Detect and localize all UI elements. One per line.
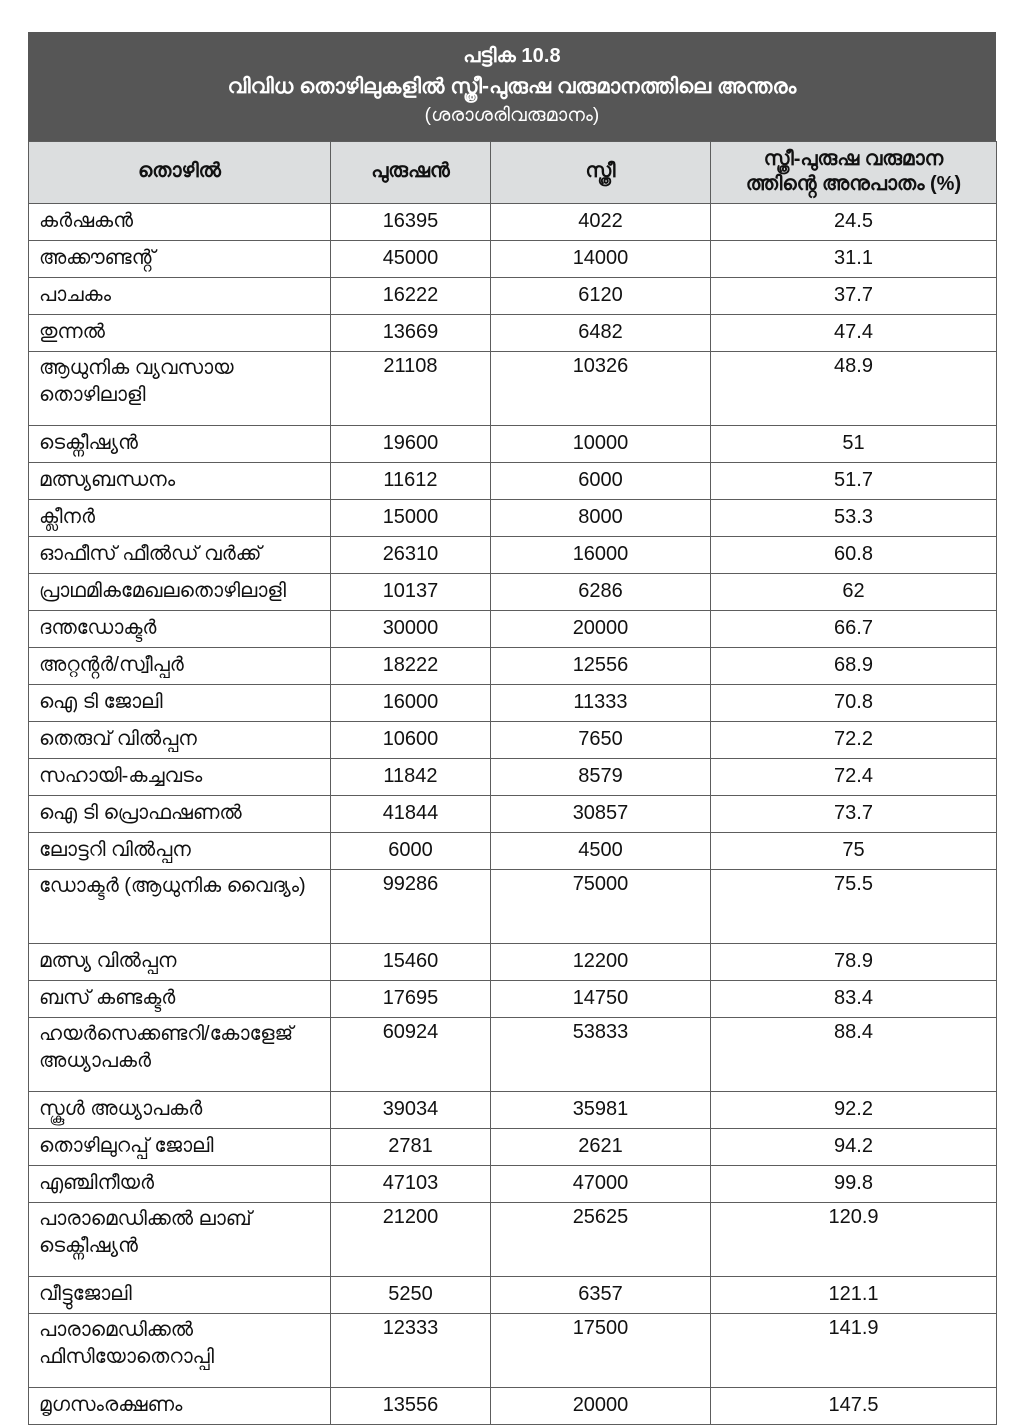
cell-male-income: 19600 [331, 425, 491, 462]
cell-female-income: 6000 [491, 462, 711, 499]
cell-male-income: 10600 [331, 721, 491, 758]
cell-female-income: 4022 [491, 203, 711, 240]
cell-female-income: 6482 [491, 314, 711, 351]
cell-ratio-percent: 24.5 [711, 203, 997, 240]
table-row [29, 277, 997, 314]
cell-male-income: 16395 [331, 203, 491, 240]
cell-male-income: 21200 [331, 1202, 491, 1276]
cell-occupation: തുന്നൽ [29, 314, 331, 351]
cell-male-income: 11842 [331, 758, 491, 795]
cell-female-income: 17500 [491, 1313, 711, 1387]
cell-occupation: അറ്റൻ്റർ/സ്വീപ്പർ [29, 647, 331, 684]
cell-ratio-percent: 121.1 [711, 1276, 997, 1313]
table-row [29, 610, 997, 647]
cell-occupation: ടെക്നീഷ്യൻ [29, 425, 331, 462]
table-head [29, 141, 997, 203]
cell-ratio-percent: 51 [711, 425, 997, 462]
cell-ratio-percent: 47.4 [711, 314, 997, 351]
cell-ratio-percent: 141.9 [711, 1313, 997, 1387]
table-row [29, 647, 997, 684]
table-row [29, 203, 997, 240]
cell-male-income: 47103 [331, 1165, 491, 1202]
cell-ratio-percent: 73.7 [711, 795, 997, 832]
cell-ratio-percent: 31.1 [711, 240, 997, 277]
cell-male-income: 30000 [331, 610, 491, 647]
table-row [29, 1202, 997, 1276]
table-row [29, 573, 997, 610]
table-container [28, 32, 996, 1425]
cell-occupation: ഓഫീസ് ഫീൽഡ് വർക്ക് [29, 536, 331, 573]
cell-occupation: ദന്തഡോക്ടർ [29, 610, 331, 647]
cell-occupation: ഐ ടി പ്രൊഫഷണൽ [29, 795, 331, 832]
table-row [29, 499, 997, 536]
cell-occupation: പാരാമെഡിക്കൽ ലാബ് ടെക്നീഷ്യൻ [29, 1202, 331, 1276]
cell-occupation: ബസ് കണ്ടക്ടർ [29, 980, 331, 1017]
column-header-ratio [711, 141, 997, 203]
cell-ratio-percent: 62 [711, 573, 997, 610]
cell-occupation: മത്സ്യ വിൽപ്പന [29, 943, 331, 980]
column-header-female: സ്ത്രീ [491, 141, 711, 203]
cell-occupation: അക്കൗണ്ടൻ്റ് [29, 240, 331, 277]
cell-male-income: 15460 [331, 943, 491, 980]
table-row [29, 1128, 997, 1165]
cell-female-income: 14000 [491, 240, 711, 277]
cell-ratio-percent: 37.7 [711, 277, 997, 314]
cell-male-income: 2781 [331, 1128, 491, 1165]
cell-occupation: എഞ്ചിനീയർ [29, 1165, 331, 1202]
cell-male-income: 39034 [331, 1091, 491, 1128]
cell-occupation: തൊഴിലുറപ്പ് ജോലി [29, 1128, 331, 1165]
cell-occupation: ഡോക്ടർ (ആധുനിക വൈദ്യം) [29, 869, 331, 943]
cell-ratio-percent: 75.5 [711, 869, 997, 943]
cell-ratio-percent: 75 [711, 832, 997, 869]
header-row [29, 141, 997, 203]
column-header-occupation: തൊഴിൽ [29, 141, 331, 203]
cell-male-income: 5250 [331, 1276, 491, 1313]
cell-ratio-percent: 66.7 [711, 610, 997, 647]
table-row [29, 240, 997, 277]
cell-female-income: 16000 [491, 536, 711, 573]
cell-female-income: 4500 [491, 832, 711, 869]
cell-female-income: 11333 [491, 684, 711, 721]
cell-male-income: 15000 [331, 499, 491, 536]
cell-occupation: ലോട്ടറി വിൽപ്പന [29, 832, 331, 869]
table-title: വിവിധ തൊഴിലുകളിൽ സ്ത്രീ-പുരുഷ വരുമാനത്തിലെ അന്തരം [227, 74, 797, 98]
cell-ratio-percent: 48.9 [711, 351, 997, 425]
cell-male-income: 21108 [331, 351, 491, 425]
table-row [29, 314, 997, 351]
table-row [29, 462, 997, 499]
cell-male-income: 18222 [331, 647, 491, 684]
cell-male-income: 17695 [331, 980, 491, 1017]
table-row [29, 684, 997, 721]
cell-ratio-percent: 147.5 [711, 1387, 997, 1424]
cell-female-income: 75000 [491, 869, 711, 943]
table-row [29, 425, 997, 462]
table-title-banner [28, 32, 996, 141]
cell-male-income: 12333 [331, 1313, 491, 1387]
cell-ratio-percent: 68.9 [711, 647, 997, 684]
cell-occupation: സ്കൂൾ അധ്യാപകർ [29, 1091, 331, 1128]
cell-ratio-percent: 88.4 [711, 1017, 997, 1091]
table-row [29, 980, 997, 1017]
column-header-ratio-line2: ത്തിൻ്റെ അനുപാതം (%) [745, 173, 962, 196]
cell-female-income: 7650 [491, 721, 711, 758]
cell-ratio-percent: 83.4 [711, 980, 997, 1017]
cell-occupation: ഐ ടി ജോലി [29, 684, 331, 721]
cell-female-income: 10000 [491, 425, 711, 462]
cell-male-income: 13669 [331, 314, 491, 351]
table-row [29, 943, 997, 980]
cell-male-income: 45000 [331, 240, 491, 277]
cell-male-income: 16000 [331, 684, 491, 721]
cell-ratio-percent: 72.4 [711, 758, 997, 795]
cell-female-income: 2621 [491, 1128, 711, 1165]
cell-male-income: 10137 [331, 573, 491, 610]
cell-female-income: 8000 [491, 499, 711, 536]
cell-occupation: പാചകം [29, 277, 331, 314]
cell-occupation: തെരുവ് വിൽപ്പന [29, 721, 331, 758]
table-row [29, 758, 997, 795]
cell-female-income: 6357 [491, 1276, 711, 1313]
cell-female-income: 10326 [491, 351, 711, 425]
cell-female-income: 25625 [491, 1202, 711, 1276]
cell-ratio-percent: 94.2 [711, 1128, 997, 1165]
cell-occupation: പാരാമെഡിക്കൽ ഫിസിയോതെറാപ്പി [29, 1313, 331, 1387]
cell-occupation: മൃഗസംരക്ഷണം [29, 1387, 331, 1424]
cell-female-income: 35981 [491, 1091, 711, 1128]
cell-occupation: സഹായി-കച്ചവടം [29, 758, 331, 795]
cell-ratio-percent: 60.8 [711, 536, 997, 573]
table-row [29, 536, 997, 573]
table-row [29, 1276, 997, 1313]
income-gap-table [28, 141, 997, 1425]
cell-occupation: ആധുനിക വ്യവസായ തൊഴിലാളി [29, 351, 331, 425]
table-subtitle: (ശരാശരിവരുമാനം) [424, 104, 600, 126]
cell-ratio-percent: 92.2 [711, 1091, 997, 1128]
cell-male-income: 6000 [331, 832, 491, 869]
cell-male-income: 11612 [331, 462, 491, 499]
column-header-ratio-line1: സ്ത്രീ-പുരുഷ വരുമാന [763, 147, 944, 170]
cell-female-income: 6286 [491, 573, 711, 610]
cell-occupation: പ്രാഥമികമേഖലതൊഴിലാളി [29, 573, 331, 610]
cell-occupation: വീട്ടുജോലി [29, 1276, 331, 1313]
cell-ratio-percent: 70.8 [711, 684, 997, 721]
cell-ratio-percent: 99.8 [711, 1165, 997, 1202]
cell-male-income: 41844 [331, 795, 491, 832]
cell-female-income: 20000 [491, 610, 711, 647]
table-row [29, 869, 997, 943]
cell-female-income: 12556 [491, 647, 711, 684]
table-row [29, 832, 997, 869]
cell-female-income: 6120 [491, 277, 711, 314]
table-row [29, 721, 997, 758]
table-row [29, 1165, 997, 1202]
table-body [29, 203, 997, 1424]
cell-occupation: കർഷകൻ [29, 203, 331, 240]
cell-ratio-percent: 120.9 [711, 1202, 997, 1276]
cell-male-income: 16222 [331, 277, 491, 314]
cell-male-income: 26310 [331, 536, 491, 573]
cell-male-income: 13556 [331, 1387, 491, 1424]
column-header-male: പുരുഷൻ [331, 141, 491, 203]
table-number: പട്ടിക 10.8 [463, 45, 561, 67]
table-row [29, 795, 997, 832]
cell-male-income: 99286 [331, 869, 491, 943]
cell-ratio-percent: 72.2 [711, 721, 997, 758]
cell-occupation: ഹയർസെക്കണ്ടറി/കോളേജ് അധ്യാപകർ [29, 1017, 331, 1091]
cell-female-income: 12200 [491, 943, 711, 980]
cell-female-income: 30857 [491, 795, 711, 832]
cell-female-income: 14750 [491, 980, 711, 1017]
table-row [29, 1313, 997, 1387]
cell-female-income: 8579 [491, 758, 711, 795]
cell-female-income: 20000 [491, 1387, 711, 1424]
cell-female-income: 47000 [491, 1165, 711, 1202]
cell-occupation: ക്ലീനർ [29, 499, 331, 536]
cell-occupation: മത്സ്യബന്ധനം [29, 462, 331, 499]
cell-ratio-percent: 78.9 [711, 943, 997, 980]
table-row [29, 1091, 997, 1128]
cell-male-income: 60924 [331, 1017, 491, 1091]
cell-female-income: 53833 [491, 1017, 711, 1091]
table-row [29, 351, 997, 425]
cell-ratio-percent: 53.3 [711, 499, 997, 536]
cell-ratio-percent: 51.7 [711, 462, 997, 499]
table-row [29, 1387, 997, 1424]
table-row [29, 1017, 997, 1091]
